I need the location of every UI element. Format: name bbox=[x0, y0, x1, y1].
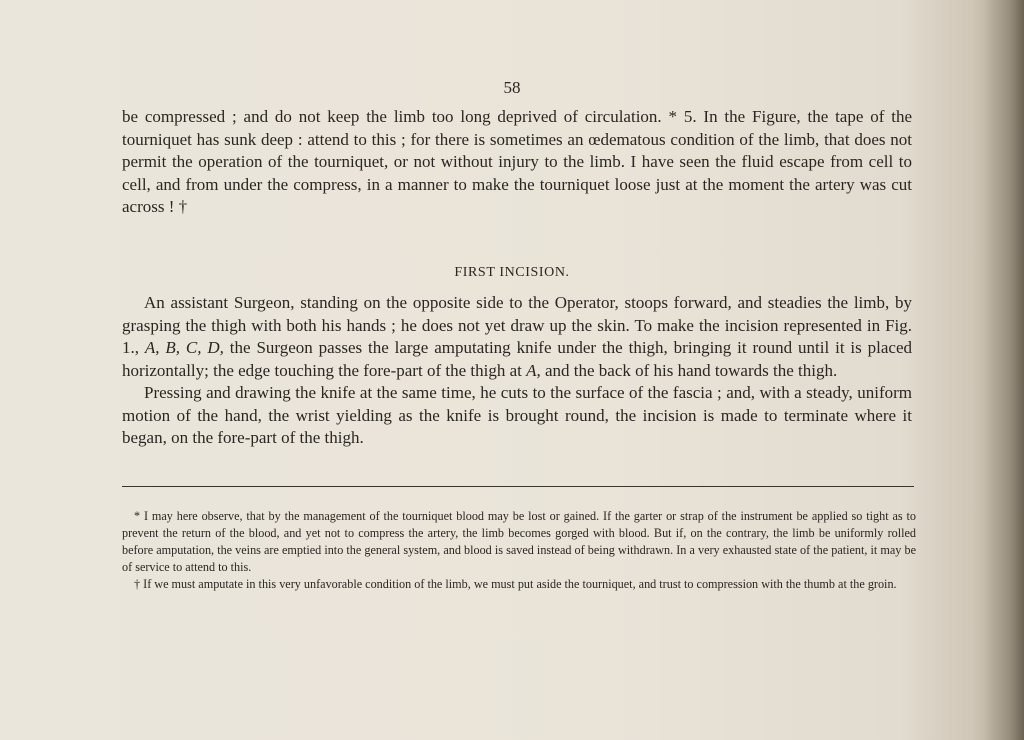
incision-paragraph bbox=[122, 292, 912, 382]
footnote-dagger: † If we must amputate in this very unfavorable condition of the limb, we must put aside the tourniquet, and trust to compression with the thumb at the groin. bbox=[134, 577, 897, 591]
figure-letter: A, bbox=[526, 360, 541, 380]
figure-letters: A, B, C, D, bbox=[144, 338, 224, 357]
footnote-asterisk: * I may here observe, that by the management of the tourniquet blood may be lost or gained. If the garter or strap of the instrument be applied so tight as to prevent the return of the blood, and yet not to compress the artery, the limb becomes gorged with blood. But if, on the contrary, the limb be uniformly rolled before amputation, the veins are emptied into the general system, and blood is saved instead of being withdrawn. In a very exhausted state of the patient, it may be of service to attend to this. bbox=[122, 509, 916, 574]
text-run: and the back of his hand towards the thigh. bbox=[540, 360, 838, 380]
footnote-divider bbox=[122, 486, 914, 487]
section-heading: FIRST INCISION. bbox=[454, 265, 570, 280]
spine-shadow bbox=[984, 0, 1024, 740]
text-run: the Surgeon passes the large amputating knife under the thigh, bringing it round until it is placed horizontally; the edge touching the fore-part of the thigh at bbox=[122, 338, 912, 380]
page-number: 58 bbox=[503, 78, 521, 97]
continued-paragraph bbox=[122, 106, 912, 219]
cutting-paragraph: Pressing and drawing the knife at the same time, he cuts to the surface of the fascia ; and, with a steady, uniform motion of the hand, the wrist yielding as the knife is brought round, the incision is made to terminate where it began, on the fore-part of the thigh. bbox=[122, 383, 912, 447]
text-run: An assistant Surgeon, standing on the opposite side to the Operator, stoops forward, and steadies the limb, by grasping the thigh with both his hands ; he does not yet draw up the skin. To make the incision represented in Fig. 1., bbox=[122, 293, 912, 357]
footnotes bbox=[122, 508, 916, 593]
paragraph-text: be compressed ; and do not keep the limb too long deprived of circulation. * 5. In the Figure, the tape of the tourniquet has sunk deep : attend to this ; for there is sometimes an œdematous condition of the limb, that does not permit the operation of the tourniquet, or not without injury to the limb. I have seen the fluid escape from cell to cell, and from under the compress, in a manner to make the tourniquet loose just at the moment the artery was cut across ! † bbox=[122, 107, 912, 216]
section-body bbox=[122, 292, 912, 450]
